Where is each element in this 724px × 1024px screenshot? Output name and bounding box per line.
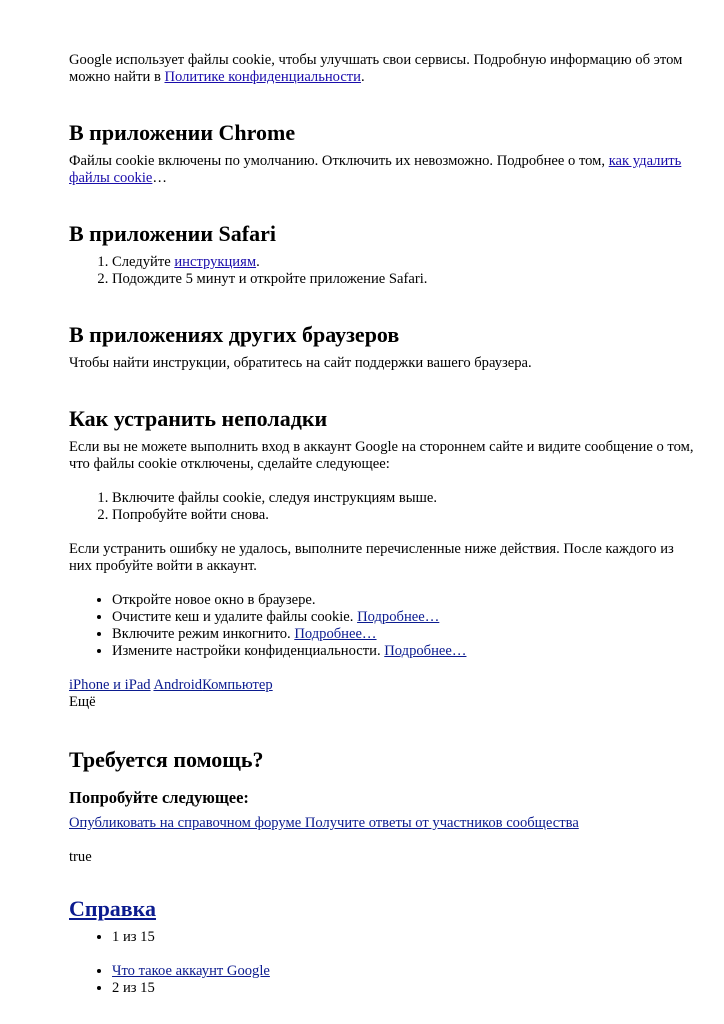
tab-android[interactable]: Android xyxy=(153,677,203,693)
list-item: • Очистите кеш и удалите файлы cookie. Подробнее… xyxy=(112,609,694,626)
troubleshoot-intro: Если вы не можете выполнить вход в аккаунт Google на стороннем сайте и видите сообщение о том, что файлы cookie отключены, сделайте следующее: xyxy=(69,439,694,472)
clear-cache-more-link[interactable]: Подробнее… xyxy=(357,609,440,625)
list-item: 2. Попробуйте войти снова. xyxy=(112,507,694,524)
other-browsers-heading: В приложениях других браузеров xyxy=(69,322,400,347)
more-tabs-label[interactable]: Ещё xyxy=(69,694,96,710)
chrome-paragraph: Файлы cookie включены по умолчанию. Отключить их невозможно. Подробнее о том, как удалить файлы cookie… xyxy=(69,153,682,186)
troubleshoot-steps xyxy=(69,490,694,524)
safari-steps xyxy=(69,254,694,288)
troubleshoot-actions xyxy=(69,592,694,660)
privacy-policy-link[interactable]: Политике конфиденциальности xyxy=(164,69,361,85)
help-heading: Требуется помощь? xyxy=(69,747,264,772)
chrome-heading: В приложении Chrome xyxy=(69,120,296,145)
instructions-link[interactable]: инструкциям xyxy=(174,254,257,270)
tab-iphone-ipad[interactable]: iPhone и iPad xyxy=(69,677,151,693)
list-item: • Откройте новое окно в браузере. xyxy=(112,592,694,609)
platform-tabs xyxy=(69,677,694,694)
list-item: • 1 из 15 xyxy=(112,929,694,946)
list-item xyxy=(112,963,694,980)
troubleshoot-followup: Если устранить ошибку не удалось, выполните перечисленные ниже действия. После каждого из них пробуйте войти в аккаунт. xyxy=(69,541,674,574)
article-content xyxy=(69,52,694,997)
help-center-counter-list xyxy=(69,929,694,946)
safari-heading: В приложении Safari xyxy=(69,221,276,246)
help-subheading: Попробуйте следующее: xyxy=(69,788,249,807)
what-is-google-account-link[interactable]: Что такое аккаунт Google xyxy=(112,963,270,979)
forum-paragraph xyxy=(69,815,694,832)
incognito-more-link[interactable]: Подробнее… xyxy=(294,626,377,642)
community-forum-link[interactable]: Опубликовать на справочном форуме Получите ответы от участников сообщества xyxy=(69,815,579,831)
intro-paragraph: Google использует файлы cookie, чтобы улучшать свои сервисы. Подробную информацию об этом можно найти в Политике конфиденциальности. xyxy=(69,52,683,85)
list-item: • Включите режим инкогнито. Подробнее… xyxy=(112,626,694,643)
tab-computer[interactable]: Компьютер xyxy=(202,677,273,693)
delete-cookies-link[interactable]: как удалить файлы cookie xyxy=(69,153,682,186)
help-center-link[interactable]: Справка xyxy=(69,896,157,921)
other-browsers-paragraph: Чтобы найти инструкции, обратитесь на сайт поддержки вашего браузера. xyxy=(69,355,532,371)
privacy-settings-more-link[interactable]: Подробнее… xyxy=(384,643,467,659)
help-center-articles xyxy=(69,963,694,997)
list-item: • Измените настройки конфиденциальности. Подробнее… xyxy=(112,643,694,660)
list-item: 1. Следуйте инструкциям. xyxy=(112,254,694,271)
troubleshoot-heading: Как устранить неполадки xyxy=(69,406,328,431)
list-item: 1. Включите файлы cookie, следуя инструкциям выше. xyxy=(112,490,694,507)
list-item: • 2 из 15 xyxy=(112,980,694,997)
help-center-title xyxy=(69,896,694,922)
list-item: 2. Подождите 5 минут и откройте приложение Safari. xyxy=(112,271,694,288)
help-flag-text: true xyxy=(69,849,92,865)
